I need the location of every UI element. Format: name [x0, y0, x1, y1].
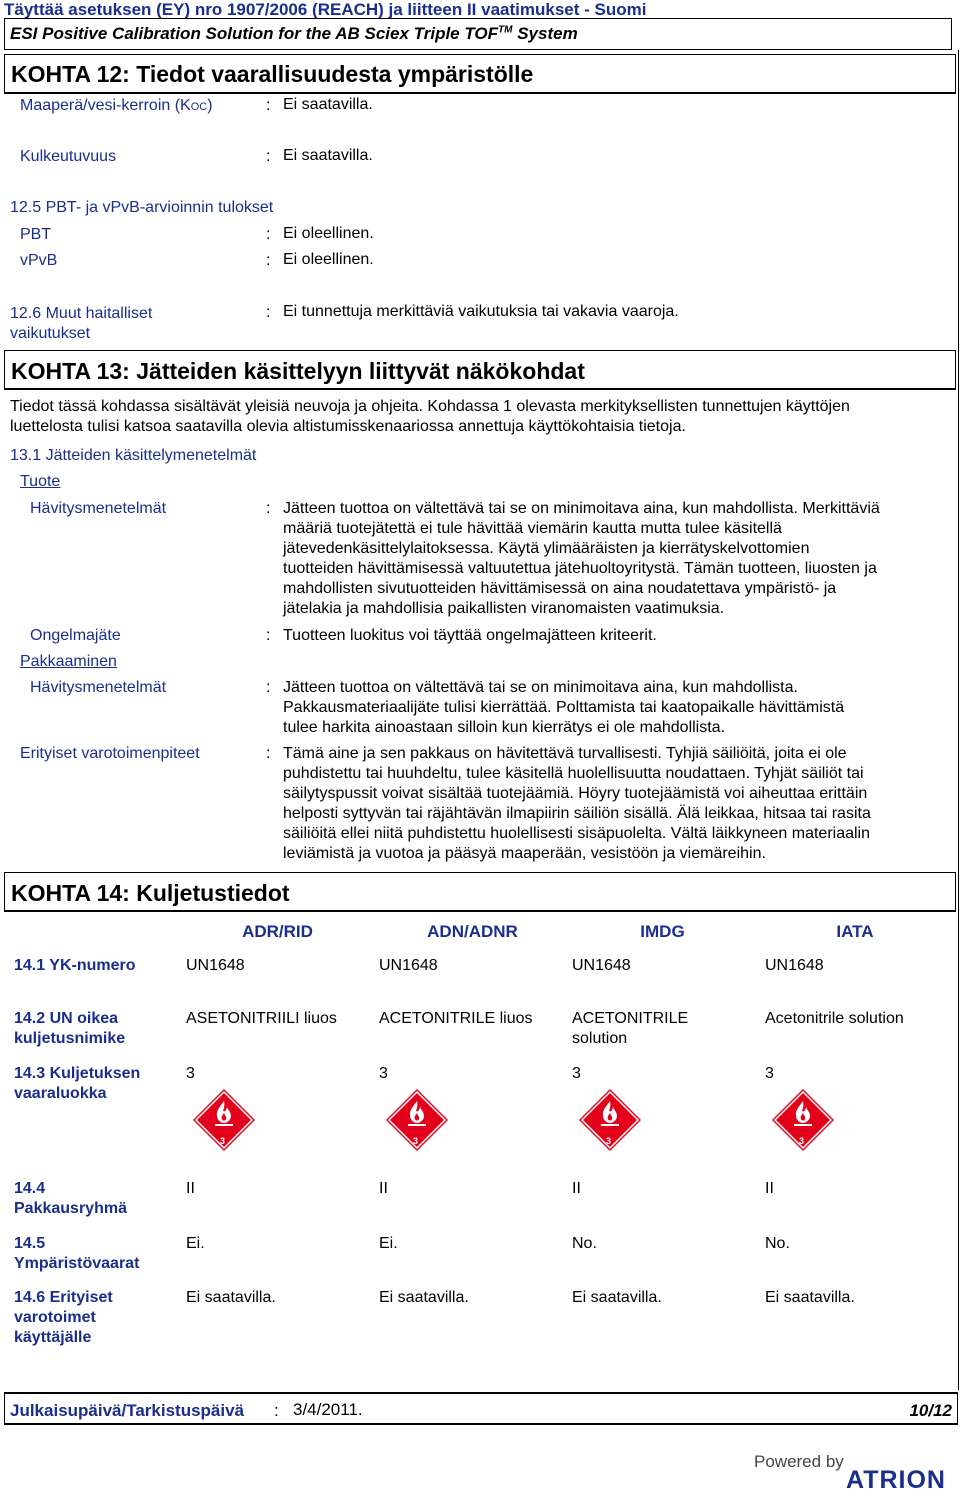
section-13-intro: Tiedot tässä kohdassa sisältävät yleisiä neuvoja ja ohjeita. Kohdassa 1 olevasta merkityksellisten tunnettujen käyttöjen luettelosta tulisi katsoa saatavilla olevia altistumisskenaariossa annettuja käyttökohtaisia tietoja. [10, 398, 850, 435]
hazwaste-label: Ongelmajäte [30, 627, 121, 644]
pack-disposal-text: Jätteen tuottoa on vältettävä tai se on minimoitava aina, kun mahdollista. Pakkausmateriaalijäte tulisi kierrättää. Polttamista tai kaatopaikalle hävittämistä tulee harkita ainoastaan silloin kun kierrätys ei ole mahdollista. [283, 679, 845, 736]
table-cell: UN1648 [765, 957, 824, 974]
colon: : [266, 745, 271, 762]
product-name [10, 24, 578, 44]
table-cell: ASETONITRIILI liuos [186, 1010, 337, 1027]
product-label: Tuote [20, 473, 61, 490]
col-header-adr: ADR/RID [242, 922, 313, 941]
section-13-header [4, 350, 956, 390]
col-header-imdg: IMDG [640, 922, 685, 941]
colon: : [266, 500, 271, 517]
row-label: 14.2 UN oikea kuljetusnimike [14, 1010, 126, 1047]
right-border [958, 50, 959, 1390]
packaging-label: Pakkaaminen [20, 653, 117, 670]
colon: : [274, 1401, 279, 1420]
disposal-label: Hävitysmenetelmät [30, 500, 167, 517]
section-14-title: KOHTA 14: Kuljetustiedot [11, 880, 290, 906]
methods-heading: 13.1 Jätteiden käsittelymenetelmät [10, 447, 257, 464]
colon: : [266, 148, 271, 165]
pictogram-class-number: 3 [799, 1136, 805, 1146]
date-label: Julkaisupäivä/Tarkistuspäivä [10, 1401, 245, 1420]
table-cell: Ei saatavilla. [765, 1289, 855, 1306]
colon: : [266, 679, 271, 696]
hazwaste-value: Tuotteen luokitus voi täyttää ongelmajätteen kriteerit. [283, 627, 657, 644]
mobility-label: Kulkeutuvuus [20, 148, 117, 165]
table-cell: 3 [572, 1065, 581, 1082]
vpvb-label: vPvB [20, 252, 58, 269]
colon: : [266, 252, 271, 269]
vpvb-value: Ei oleellinen. [283, 251, 374, 268]
date-value: 3/4/2011. [293, 1400, 363, 1419]
table-cell: ACETONITRILE liuos [379, 1010, 533, 1027]
table-cell: Ei saatavilla. [379, 1289, 469, 1306]
table-cell: II [379, 1180, 388, 1197]
table-cell: Ei saatavilla. [186, 1289, 276, 1306]
pictogram-class-number: 3 [220, 1136, 226, 1146]
colon: : [266, 627, 271, 644]
table-cell: ACETONITRILE solution [572, 1010, 689, 1047]
table-cell: II [765, 1180, 774, 1197]
row-label: 14.6 Erityiset varotoimet käyttäjälle [14, 1289, 113, 1346]
pbt-label: PBT [20, 226, 52, 243]
colon: : [266, 304, 271, 321]
section-13-title: KOHTA 13: Jätteiden käsittelyyn liittyvät näkökohdat [11, 358, 585, 384]
table-cell: 3 [765, 1065, 774, 1082]
product-name-text: ESI Positive Calibration Solution for the AB Sciex Triple TOF [10, 24, 499, 43]
section-12-header [4, 54, 956, 94]
page-number: 10/12 [909, 1401, 952, 1420]
table-cell: II [572, 1180, 581, 1197]
col-header-iata: IATA [836, 922, 874, 941]
table-cell: 3 [186, 1065, 195, 1082]
section-12-title: KOHTA 12: Tiedot vaarallisuudesta ympäristölle [11, 61, 534, 87]
mobility-value: Ei saatavilla. [283, 147, 373, 164]
powered-by: Powered by [754, 1452, 844, 1471]
pictogram-class-number: 3 [413, 1136, 419, 1146]
table-cell: Acetonitrile solution [765, 1010, 904, 1027]
koc-value: Ei saatavilla. [283, 96, 373, 113]
other-effects-value: Ei tunnettuja merkittäviä vaikutuksia tai vakavia vaaroja. [283, 303, 679, 320]
table-cell: UN1648 [186, 957, 245, 974]
row-label: 14.3 Kuljetuksen vaaraluokka [14, 1065, 141, 1102]
row-label: 14.1 YK-numero [14, 957, 136, 974]
table-cell: No. [765, 1235, 790, 1252]
atrion-logo: ATRION [846, 1466, 946, 1494]
pbt-value: Ei oleellinen. [283, 225, 374, 242]
section-14-header [4, 872, 956, 912]
other-effects-label: 12.6 Muut haitalliset vaikutukset [10, 305, 153, 342]
col-header-adn: ADN/ADNR [427, 922, 518, 941]
table-cell: UN1648 [379, 957, 438, 974]
row-label: 14.4 Pakkausryhmä [14, 1180, 127, 1217]
product-name-suffix: System [512, 24, 578, 43]
table-cell: 3 [379, 1065, 388, 1082]
table-cell: UN1648 [572, 957, 631, 974]
precautions-text: Tämä aine ja sen pakkaus on hävitettävä turvallisesti. Tyhjiä säiliöitä, joita ei ole puhdistettu tai huuhdeltu, tulee käsitellä huolellisuutta noudattaen. Tyhjät säiliöt tai säilytyspussit voivat sisältää tuotejäämiä. Höyry tuotejäämistä voi aiheuttaa erittäin helposti syttyvän tai räjähtävän ilmapiirin säiliön sisällä. Älä leikkaa, hitsaa tai rasita säiliöitä ellei niitä puhdistettu huolellisesti sisäpuolelta. Vältä läikkyneen materiaalin leviämistä ja vuotoa ja pääsyä maaperään, vesistöön ja viemäreihin. [283, 745, 871, 862]
table-cell: No. [572, 1235, 597, 1252]
koc-label: Maaperä/vesi-kerroin (KOC) [20, 97, 213, 114]
trademark-sup: TM [498, 24, 513, 36]
table-cell: Ei. [379, 1235, 398, 1252]
colon: : [266, 97, 271, 114]
pack-disposal-label: Hävitysmenetelmät [30, 679, 167, 696]
row-label: 14.5 Ympäristövaarat [14, 1235, 140, 1272]
table-cell: II [186, 1180, 195, 1197]
disposal-text: Jätteen tuottoa on vältettävä tai se on minimoitava aina, kun mahdollista. Merkittäviä määriä tuotejätettä ei tule hävittää viemärin kautta mutta tulee käsitellä jätevedenkäsittelylaitoksessa. Käytä ylimääräisten ja kierrätyskelvottomien tuotteiden hävittämisessä valtuutettua jätehuoltoyritystä. Tämän tuotteen, liuosten ja mahdollisten sivutuotteiden hävittämisessä on aina noudatettava ympäristö- ja jätelakia ja mahdollisia paikallisten viranomaisten vaatimuksia. [283, 500, 880, 617]
pbt-heading: 12.5 PBT- ja vPvB-arvioinnin tulokset [10, 199, 274, 216]
colon: : [266, 226, 271, 243]
table-cell: Ei. [186, 1235, 205, 1252]
table-cell: Ei saatavilla. [572, 1289, 662, 1306]
pictogram-class-number: 3 [606, 1136, 612, 1146]
regulation-header: Täyttää asetuksen (EY) nro 1907/2006 (REACH) ja liitteen II vaatimukset - Suomi [4, 0, 647, 19]
precautions-label: Erityiset varotoimenpiteet [20, 745, 200, 762]
